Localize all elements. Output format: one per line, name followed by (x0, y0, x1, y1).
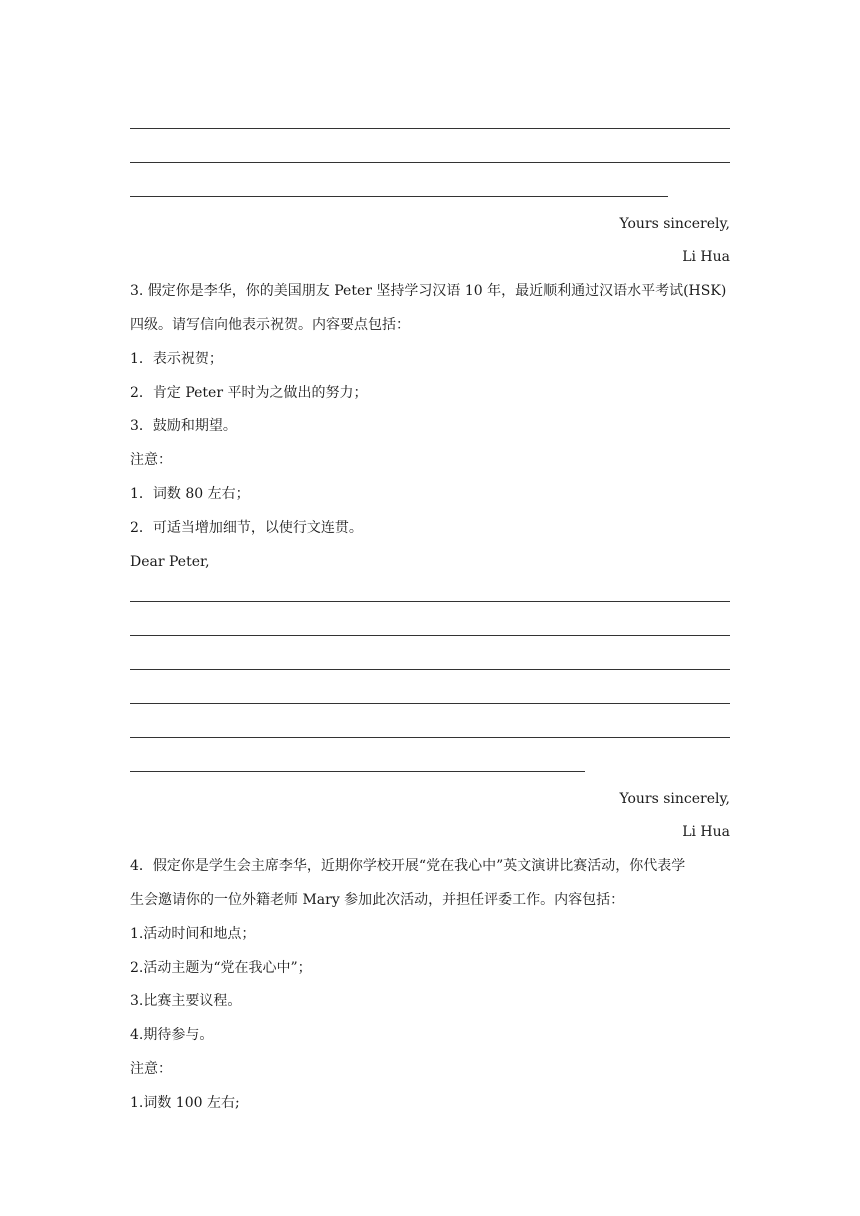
answer-line (130, 162, 730, 163)
question-4-point: 2.活动主题为“党在我心中”； (130, 960, 312, 976)
answer-line (130, 128, 730, 129)
signature-name: Li Hua (682, 824, 730, 840)
question-3-prompt-line-1: 3. 假定你是李华，你的美国朋友 Peter 坚持学习汉语 10 年，最近顺利通过汉语水平考试(HSK) (130, 283, 727, 299)
question-4-note-label: 注意： (130, 1061, 172, 1077)
letter-salutation: Dear Peter, (130, 554, 210, 570)
question-4-note: 1.词数 100 左右; (130, 1095, 240, 1111)
answer-line (130, 635, 730, 636)
question-4-prompt-line-2: 生会邀请你的一位外籍老师 Mary 参加此次活动，并担任评委工作。内容包括： (130, 892, 625, 908)
question-3-note: 2．可适当增加细节，以使行文连贯。 (130, 520, 363, 536)
question-4-prompt-line-1: 4．假定你是学生会主席李华，近期你学校开展“党在我心中”英文演讲比赛活动，你代表学 (130, 858, 686, 874)
answer-line (130, 703, 730, 704)
closing-text: Yours sincerely, (619, 216, 730, 232)
answer-line (130, 196, 668, 197)
question-4-point: 1.活动时间和地点； (130, 926, 256, 942)
question-3-note: 1．词数 80 左右； (130, 486, 250, 502)
signature-name: Li Hua (682, 249, 730, 265)
question-3-prompt-line-2: 四级。请写信向他表示祝贺。内容要点包括： (130, 317, 410, 333)
question-3-note-label: 注意： (130, 452, 172, 468)
question-3-point: 2．肯定 Peter 平时为之做出的努力； (130, 385, 368, 401)
answer-line (130, 601, 730, 602)
question-4-point: 3.比赛主要议程。 (130, 993, 242, 1009)
answer-line (130, 669, 730, 670)
answer-line (130, 771, 585, 772)
answer-line (130, 737, 730, 738)
closing-text: Yours sincerely, (619, 791, 730, 807)
question-3-point: 3．鼓励和期望。 (130, 418, 237, 434)
question-3-point: 1．表示祝贺； (130, 351, 223, 367)
question-4-point: 4.期待参与。 (130, 1027, 214, 1043)
